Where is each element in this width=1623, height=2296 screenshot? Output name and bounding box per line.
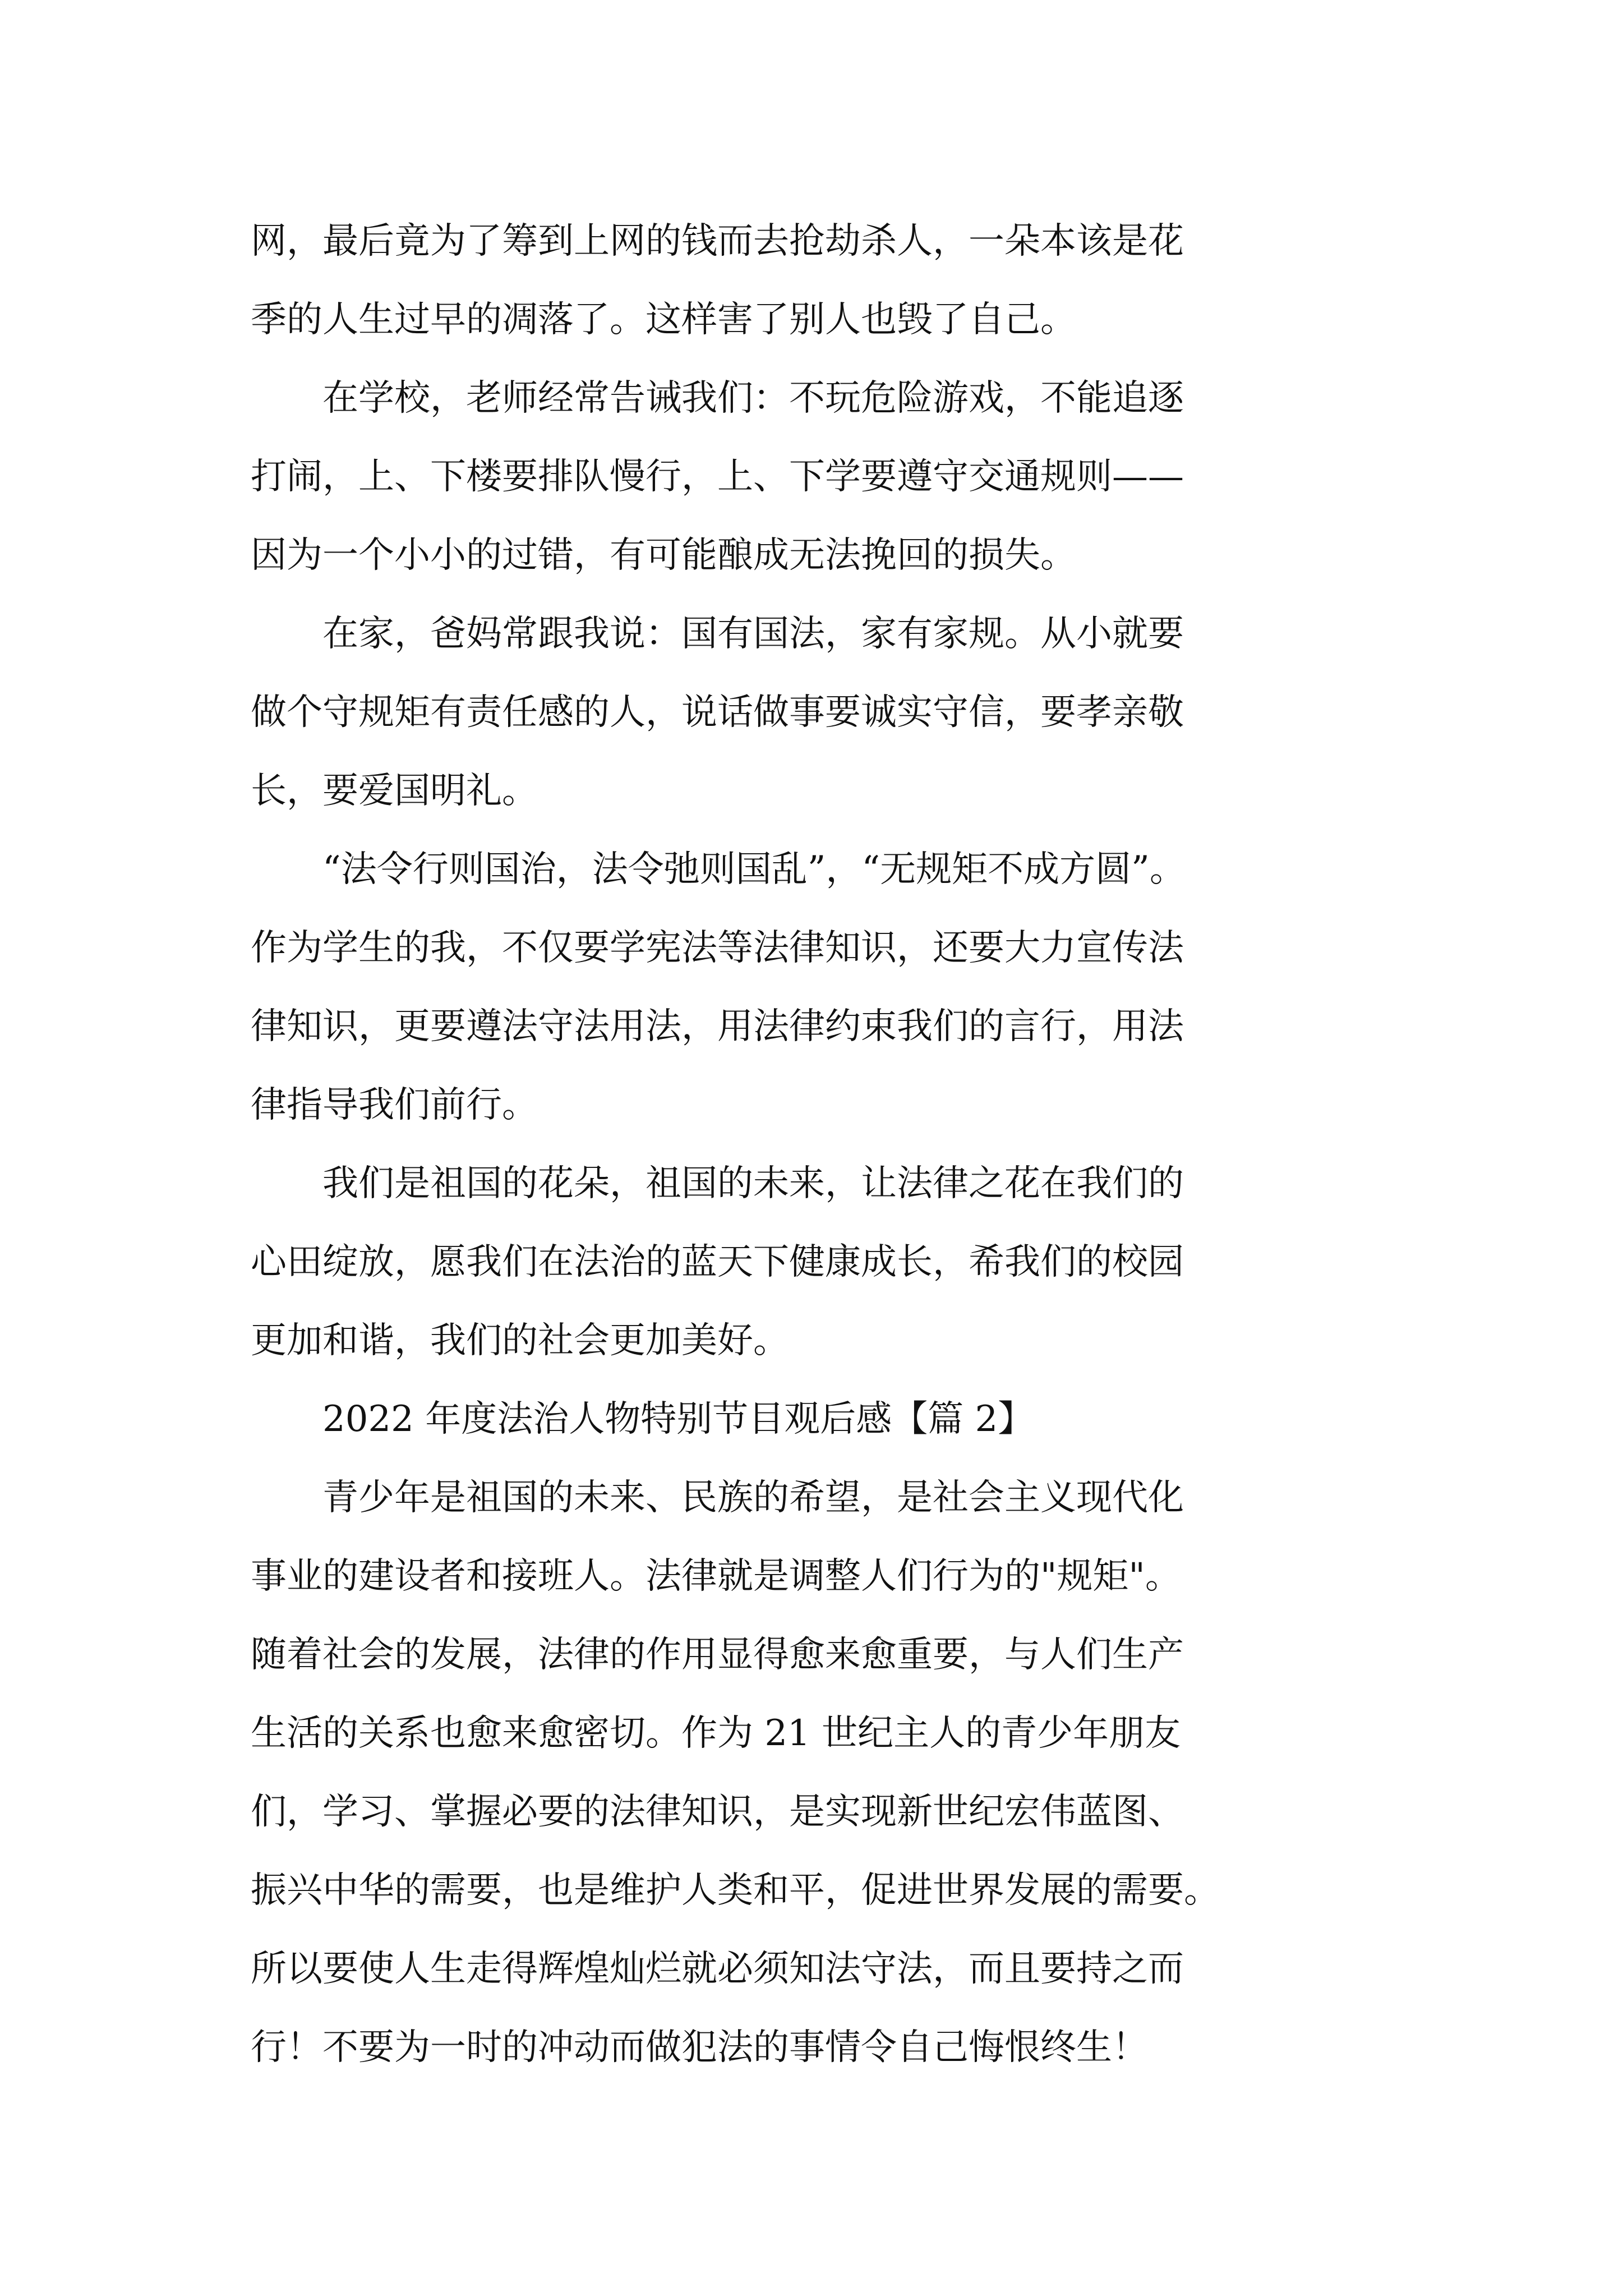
text-line: 长，要爱国明礼。 <box>251 770 538 812</box>
text-line: 更加和谐，我们的社会更加美好。 <box>251 1320 789 1361</box>
text-line: 律指导我们前行。 <box>251 1084 538 1126</box>
text-line: 心田绽放，愿我们在法治的蓝天下健康成长，希我们的校园 <box>251 1241 1184 1283</box>
section-heading: 2022 年度法治人物特别节目观后感【篇 2】 <box>251 1398 1034 1440</box>
document-body <box>251 202 1378 2087</box>
text-line: 打闹，上、下楼要排队慢行，上、下学要遵守交通规则—— <box>251 456 1184 498</box>
text-line: 行！不要为一时的冲动而做犯法的事情令自己悔恨终生！ <box>251 2027 1148 2068</box>
text-line: 律知识，更要遵法守法用法，用法律约束我们的言行，用法 <box>251 1006 1184 1047</box>
text-line: 季的人生过早的凋落了。这样害了别人也毁了自己。 <box>251 299 1076 341</box>
text-line: 网，最后竟为了筹到上网的钱而去抢劫杀人，一朵本该是花 <box>251 220 1184 262</box>
text-line: 事业的建设者和接班人。法律就是调整人们行为的"规矩"。 <box>251 1556 1181 1597</box>
text-line: 在家，爸妈常跟我说：国有国法，家有家规。从小就要 <box>251 613 1184 655</box>
text-line: “法令行则国治，法令弛则国乱”，“无规矩不成方圆”。 <box>251 849 1186 890</box>
text-line: 在学校，老师经常告诫我们：不玩危险游戏，不能追逐 <box>251 378 1184 419</box>
text-line: 青少年是祖国的未来、民族的希望，是社会主义现代化 <box>251 1477 1184 1519</box>
text-line: 振兴中华的需要，也是维护人类和平，促进世界发展的需要。 <box>251 1870 1220 1911</box>
text-line: 作为学生的我，不仅要学宪法等法律知识，还要大力宣传法 <box>251 927 1184 969</box>
text-line: 所以要使人生走得辉煌灿烂就必须知法守法，而且要持之而 <box>251 1948 1184 1990</box>
text-line: 因为一个小小的过错，有可能酿成无法挽回的损失。 <box>251 535 1076 576</box>
text-line: 我们是祖国的花朵，祖国的未来，让法律之花在我们的 <box>251 1163 1184 1204</box>
text-line: 们，学习、掌握必要的法律知识，是实现新世纪宏伟蓝图、 <box>251 1791 1184 1833</box>
text-line: 随着社会的发展，法律的作用显得愈来愈重要，与人们生产 <box>251 1634 1184 1676</box>
text-line: 生活的关系也愈来愈密切。作为 21 世纪主人的青少年朋友 <box>251 1713 1181 1754</box>
text-line: 做个守规矩有责任感的人，说话做事要诚实守信，要孝亲敬 <box>251 692 1184 733</box>
